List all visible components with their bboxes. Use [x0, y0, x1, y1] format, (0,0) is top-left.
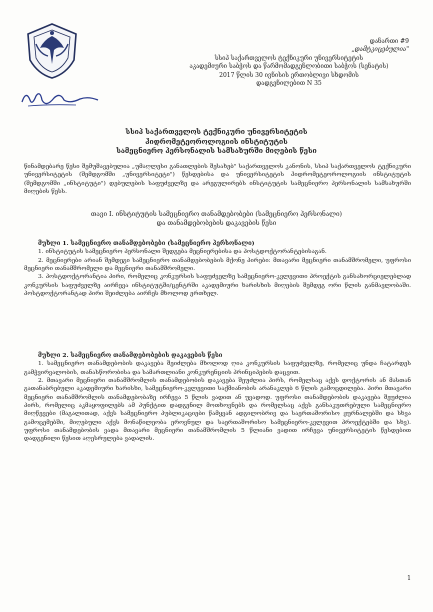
- signature-graphic: [20, 88, 100, 110]
- annex-header: [169, 38, 409, 88]
- article-1: [24, 240, 411, 298]
- article-1-paragraph-1: 1. ინსტიტუტის სამეცნიერო პერსონალი შედგება მეცნიერებისა და პოსტდოქტორანტებისაგან.: [38, 249, 327, 256]
- chapter-line-2: და თანამდებობების დაკავების წესი: [156, 219, 277, 227]
- document-title: [0, 128, 433, 157]
- annex-line-1: სსიპ საქართველოს ტექნიკური უნივერსიტეტის: [214, 54, 364, 62]
- annex-approved: „დამტკიცებულია": [351, 46, 409, 54]
- title-line-2: ჰიდრომეტეოროლოგიის ინსტიტუტის: [145, 137, 288, 146]
- article-2-paragraph-1: 1. სამეცნიერო თანამდებობის დაკავება შეიძლება მხოლოდ ღია კონკურსის საფუძველზე, რომელიც უნდა ჩატარდეს გამჭვირვალობის, თანასწორობისა და სამართლიანი კონკურენციის პრინციპების დაცვით.: [24, 361, 411, 376]
- annex-line-4: დადგენილებით N 35: [256, 80, 322, 88]
- title-line-3: სამეცნიერო პერსონალის სამსახურში მიღების წესი: [116, 147, 317, 156]
- article-1-heading: მუხლი 1. სამეცნიერო თანამდებობები (სამეცნიერო პერსონალი): [38, 240, 255, 247]
- annex-label: დანართი #9: [369, 38, 409, 45]
- chapter-heading: [0, 210, 433, 228]
- article-2: [24, 352, 411, 444]
- article-1-paragraph-2: 2. მეცნიერები არიან შემდეგი სამეცნიერო თანამდებობების მქონე პირები: მთავარი მეცნიერი თანამშრომელი, უფროსი მეცნიერი თანამშრომელი და მეცნიერი თანამშრომელი.: [24, 257, 411, 273]
- article-2-heading: მუხლი 2. სამეცნიერო თანამდებობების დაკავების წესი: [38, 352, 223, 359]
- article-1-paragraph-3: 3. პოსტდოქტორანტია პირი, რომელიც კონკურსის საფუძველზე სამეცნიერო-კვლევითი პროექტის განსახორციელებლად კონკურსის საფუძველზე აირჩევა ინსტიტუტში/ცენტრში აკადემიური ხარისხის მიღების შემდეგ ორი წლის განმავლობაში. პოსტდოქტორანტად პირი შეიძლება აირჩეს მხოლოდ ერთხელ.: [24, 274, 411, 298]
- annex-line-3: 2017 წლის 30 ივნისის ერთობლივი სხდომის: [219, 71, 359, 79]
- annex-line-2: აკადემიური საბჭოს და წარმომადგენლობითი საბჭოს (სენატის): [189, 63, 389, 71]
- intro-paragraph: წინამდებარე წესი შემუშავებულია „უმაღლესი განათლების შესახებ" საქართველოს კანონის, სსიპ საქართველოს ტექნიკური უნივერსიტეტის (შემდგომში „უნივერსიტეტი") წესდებისა და უნივერსიტეტის ჰიდრომეტეოროლოგიის ინსტიტუტის (შემდგომში „ინსტიტუტი") დებულების საფუძველზე და არეგულირებს ინსტიტუტის სამეცნიერო პერსონალის სამსახურში მიღების წესს.: [24, 164, 411, 196]
- page-number: 1: [407, 575, 411, 582]
- article-2-paragraph-2: 2. მთავარი მეცნიერი თანამშრომლის თანამდებობის დაკავება შეუძლია პირს, რომელსაც აქვს დოქტორის ან მასთან გათანაბრებული აკადემიური ხარისხი, სამეცნიერო-კვლევითი საქმიანობის არანაკლებ 6 წლის გამოცდილება. პირი მთავარი მეცნიერი თანამშრომლის თანამდებობაზე ირჩევა 5 წლის ვადით ან უვადოდ. უფროსი თანამდებობის დაკავება შეუძლია პირს, რომელიც აკმაყოფილებს ამ პუნქტით დადგენილ მოთხოვნებს და რომელსაც აქვს განსაკუთრებული სამეცნიერო მიღწევები (მაგალითად, აქვს სამეცნიერო პუბლიკაციები წამყვან ადგილობრივ და საერთაშორისო ჟურნალებში და სხვა გამოცემებში, მიღებული აქვს მონაწილეობა ეროვნულ და საერთაშორისო სამეცნიერო-კვლევით პროექტებში და სხვ). უფროსი თანამდებობის ვადა მთავარი მეცნიერი თანამშრომლის 5 წლიანი ვადით ირჩევა უნივერსიტეტის წესდებით დადგენილი წესით აღესრულება ვადალის.: [24, 378, 411, 443]
- coat-of-arms-graphic: [22, 20, 82, 82]
- title-line-1: სსიპ საქართველოს ტექნიკური უნივერსიტეტის: [125, 128, 308, 136]
- signature-icon: [20, 88, 100, 110]
- coat-of-arms-icon: [22, 20, 82, 82]
- chapter-line-1: თავი I. ინსტიტუტის სამეცნიერო თანამდებობები (სამეცნიერო პერსონალი): [90, 210, 343, 218]
